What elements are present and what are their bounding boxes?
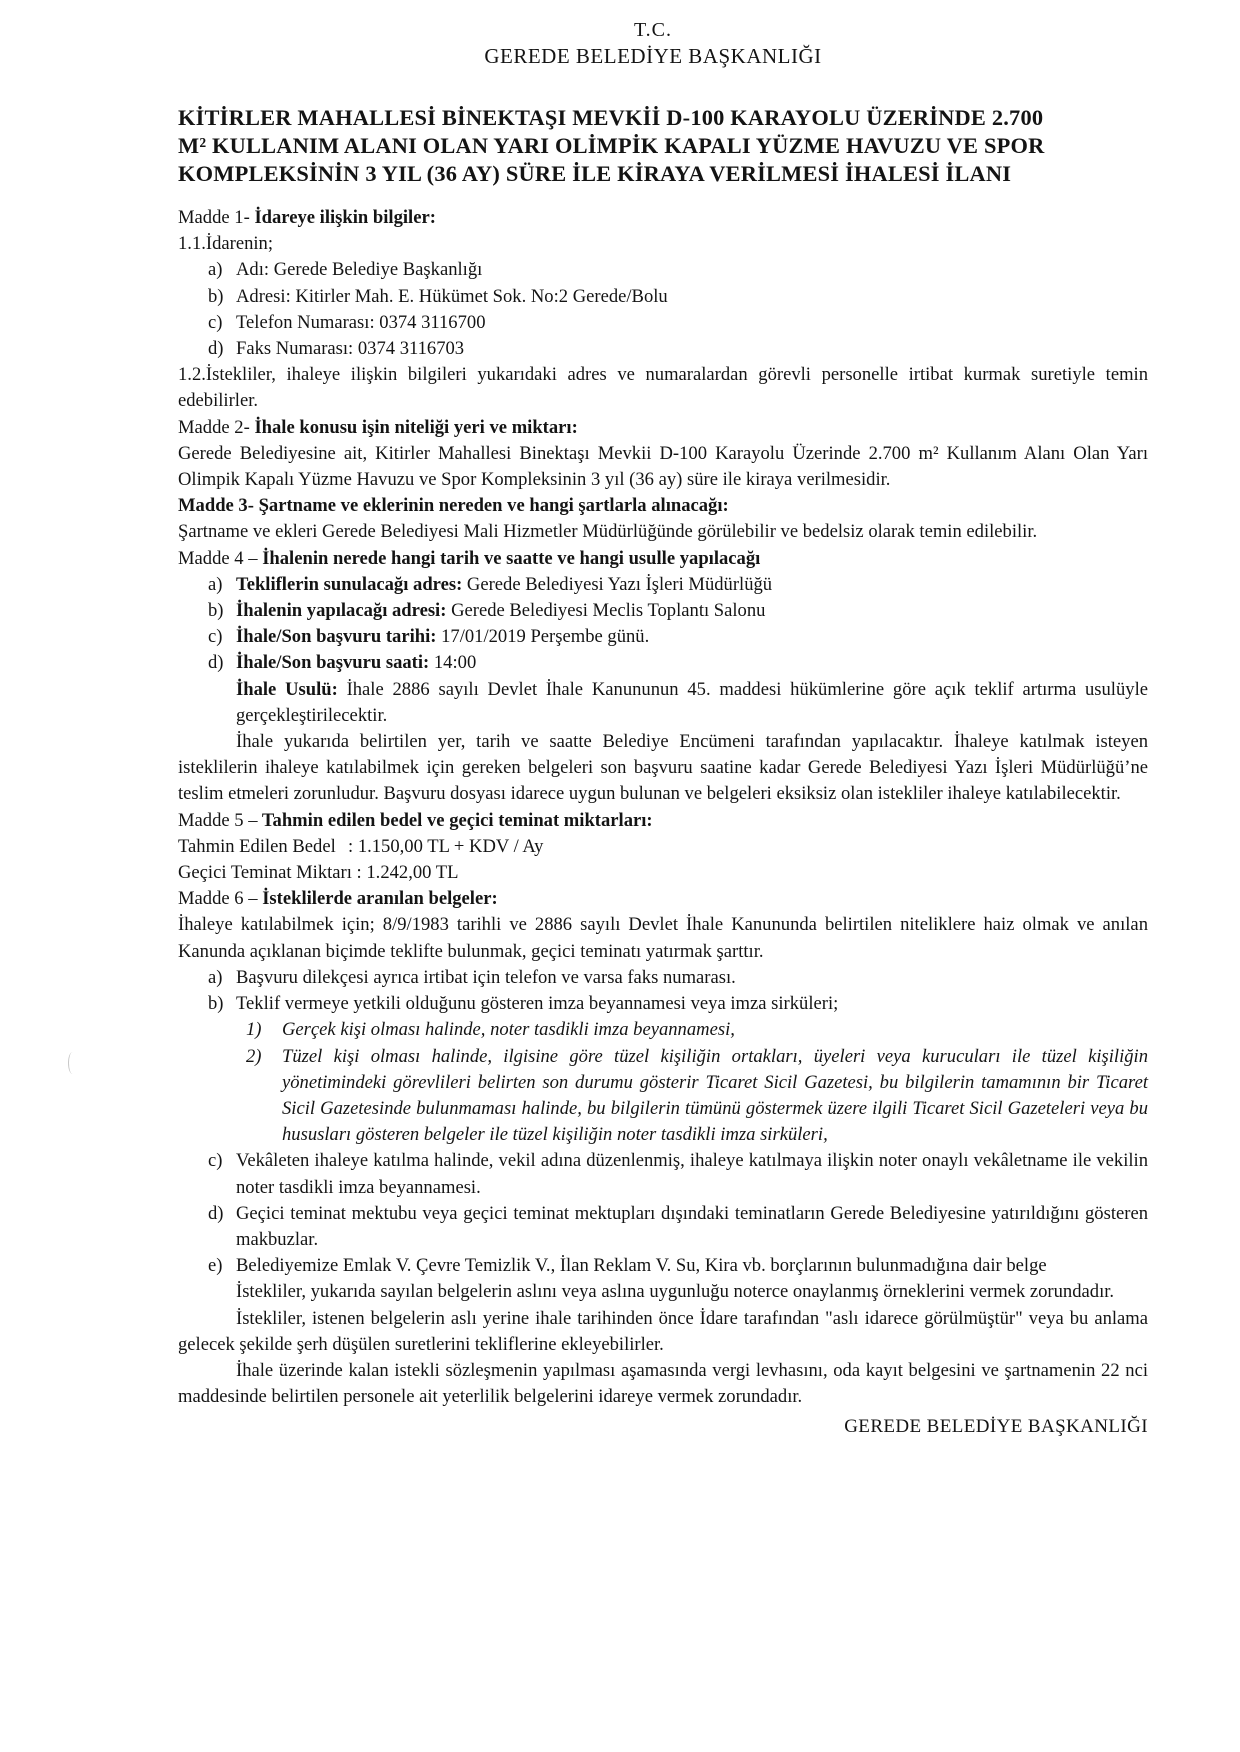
madde-4-heading: Madde 4 – İhalenin nerede hangi tarih ve saatte ve hangi usulle yapılacağı (178, 547, 761, 569)
madde-4-section (178, 546, 1148, 808)
madde-1-section (178, 205, 1148, 415)
madde-1-heading: Madde 1- İdareye ilişkin bilgiler: (178, 207, 436, 228)
list-item: c) Vekâleten ihaleye katılma halinde, vekil adına düzenlenmiş, ihaleye katılmaya ilişkin noter onaylı vekâletname ile vekilin noter tasdikli imza beyannamesi. (208, 1150, 1148, 1198)
footer-signature: GEREDE BELEDİYE BAŞKANLIĞI (844, 1416, 1148, 1438)
tc-label: T.C. (633, 19, 673, 41)
madde-6-heading: Madde 6 – İsteklilerde aranılan belgeler: (178, 888, 498, 910)
sub-list-item: 2) Tüzel kişi olması halinde, ilgisine göre tüzel kişiliğin ortakları, üyeleri veya kurucuları ile tüzel kişiliğin yönetimindeki görevlileri belirten son durumu gösterir Ticaret Sicil Gazetesi, bu bilgilerin tamamının bir Ticaret Sicil Gazetesinde bulunmaması halinde, bu bilgilerin tümünü göstermek üzere ilgili Ticaret Sicil Gazeteleri veya bu hususları gösteren belgeler ile tüzel kişiliğin noter tasdikli imza sirküleri, (246, 1045, 1148, 1146)
list-item: c) İhale/Son başvuru tarihi: 17/01/2019 Perşembe günü. (208, 626, 650, 648)
madde-6-paragraph-1: İstekliler, yukarıda sayılan belgelerin aslını veya aslına uygunluğu noterce onaylanmış örneklerini vermek zorundadır. (236, 1281, 1115, 1303)
madde-2-section (178, 415, 1148, 494)
madde-1-1-label: 1.1.İdarenin; (178, 233, 274, 255)
title-line-2: M² KULLANIM ALANI OLAN YARI OLİMPİK KAPALI YÜZME HAVUZU VE SPOR (178, 133, 1045, 158)
madde-6-paragraph-3: İhale üzerinde kalan istekli sözleşmenin yapılması aşamasında vergi levhasını, oda kayıt belgesini ve şartnamenin 22 nci maddesinde belirtilen personele ait yeterlilik belgelerini idareye vermek zorundadır. (178, 1359, 1148, 1408)
madde-6-section (178, 886, 1148, 1410)
list-item: e) Belediyemize Emlak V. Çevre Temizlik V., İlan Reklam V. Su, Kira vb. borçlarının bulunmadığına dair belge (208, 1255, 1047, 1277)
title-line-1: KİTİRLER MAHALLESİ BİNEKTAŞI MEVKİİ D-100 KARAYOLU ÜZERİNDE 2.700 (178, 105, 1044, 130)
document-title (178, 104, 1148, 188)
madde-5-heading: Madde 5 – Tahmin edilen bedel ve geçici teminat miktarları: (178, 809, 653, 831)
list-item: d) Geçici teminat mektubu veya geçici teminat mektupları dışındaki teminatların Gerede Belediyesine yatırıldığını gösteren makbuzlar. (208, 1202, 1148, 1250)
ihale-usulu: İhale Usulü: İhale 2886 sayılı Devlet İhale Kanununun 45. maddesi hükümlerine göre açık teklif artırma usulüyle gerçekleştirilecektir. (236, 678, 1148, 726)
madde-3-text: Şartname ve ekleri Gerede Belediyesi Mali Hizmetler Müdürlüğünde görülebilir ve bedelsiz olarak temin edilebilir. (178, 521, 1038, 543)
list-item: b) İhalenin yapılacağı adresi: Gerede Belediyesi Meclis Toplantı Salonu (208, 600, 766, 622)
scan-mark (68, 1052, 77, 1074)
title-line-3: KOMPLEKSİNİN 3 YIL (36 AY) SÜRE İLE KİRAYA VERİLMESİ İHALESİ İLANI (178, 161, 1012, 186)
list-item: a) Başvuru dilekçesi ayrıca irtibat için telefon ve varsa faks numarası. (208, 966, 736, 988)
tahmin-edilen-bedel: Tahmin Edilen Bedel : 1.150,00 TL + KDV / Ay (178, 835, 544, 857)
gecici-teminat: Geçici Teminat Miktarı : 1.242,00 TL (178, 862, 459, 884)
madde-3-heading: Madde 3- Şartname ve eklerinin nereden ve hangi şartlarla alınacağı: (178, 495, 729, 517)
madde-3-section (178, 493, 1148, 545)
madde-5-section (178, 808, 1148, 887)
municipality-name: GEREDE BELEDİYE BAŞKANLIĞI (484, 44, 822, 68)
letterhead (158, 18, 1148, 70)
madde-6-intro: İhaleye katılabilmek için; 8/9/1983 tarihli ve 2886 sayılı Devlet İhale Kanununda belirtilen niteliklere haiz olmak ve anılan Kanunda açıklanan biçimde teklifte bulunmak, geçici teminatı yatırmak şarttır. (178, 914, 1148, 962)
list-item: b) Teklif vermeye yetkili olduğunu gösteren imza beyannamesi veya imza sirküleri; (208, 993, 839, 1015)
list-item: d) Faks Numarası: 0374 3116703 (208, 338, 465, 360)
madde-1-2-paragraph: 1.2.İstekliler, ihaleye ilişkin bilgileri yukarıdaki adres ve numaralardan görevli personelle irtibat kurmak suretiyle temin edebilirler. (178, 364, 1148, 412)
sub-list-item: 1) Gerçek kişi olması halinde, noter tasdikli imza beyannamesi, (246, 1019, 735, 1041)
list-item: d) İhale/Son başvuru saati: 14:00 (208, 652, 477, 674)
list-item: a) Adı: Gerede Belediye Başkanlığı (208, 259, 483, 281)
madde-6-paragraph-2: İstekliler, istenen belgelerin aslı yerine ihale tarihinden önce İdare tarafından "aslı idarece görülmüştür" veya bu anlama gelecek şekilde şerh düşülen suretlerini tekliflerine ekleyebilirler. (178, 1307, 1148, 1355)
madde-2-text: Gerede Belediyesine ait, Kitirler Mahallesi Binektaşı Mevkii D-100 Karayolu Üzerinde 2.700 m² Kullanım Alanı Olan Yarı Olimpik Kapalı Yüzme Havuzu ve Spor Kompleksinin 3 yıl (36 ay) süre ile kiraya verilmesidir. (178, 442, 1148, 491)
list-item: b) Adresi: Kitirler Mah. E. Hükümet Sok. No:2 Gerede/Bolu (208, 285, 668, 307)
madde-2-heading: Madde 2- İhale konusu işin niteliği yeri ve miktarı: (178, 416, 578, 438)
list-item: c) Telefon Numarası: 0374 3116700 (208, 311, 486, 333)
list-item: a) Tekliflerin sunulacağı adres: Gerede Belediyesi Yazı İşleri Müdürlüğü (208, 573, 773, 595)
madde-4-paragraph: İhale yukarıda belirtilen yer, tarih ve saatte Belediye Encümeni tarafından yapılacaktır. İhaleye katılmak isteyen isteklilerin ihaleye katılabilmek için gereken belgeleri son başvuru saatine kadar Gerede Belediyesi Yazı İşleri Müdürlüğü’ne teslim etmeleri zorunludur. Başvuru dosyası idarece uygun bulunan ve belgeleri eksiksiz olan istekliler ihaleye katılabilecektir. (178, 731, 1148, 805)
